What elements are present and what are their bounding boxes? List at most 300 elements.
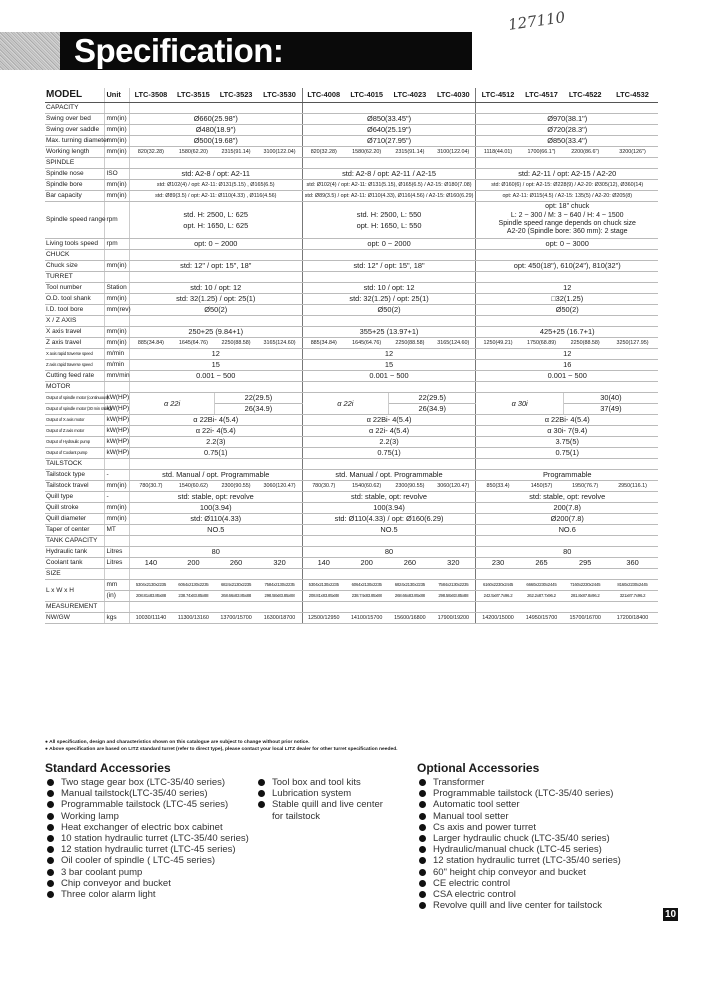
- row-label: Output of X axis motor: [45, 415, 105, 426]
- value-cell: 17200/18400: [607, 613, 658, 624]
- list-item: [45, 867, 249, 878]
- table-cell: [129, 250, 302, 261]
- table-row: [45, 180, 658, 191]
- table-cell: [129, 382, 302, 393]
- speed-line: opt. H: 1650, L: 550: [356, 221, 422, 230]
- speed-line: Spindle speed range depends on chuck size: [498, 220, 636, 227]
- table-row: [45, 316, 658, 327]
- value-ltc35: Ø500(19.68"): [129, 136, 302, 147]
- unit-cell: kW(HP): [105, 437, 129, 448]
- value-spindle-speed: [476, 202, 658, 239]
- value-cell: 26(34.9): [215, 404, 302, 415]
- table-row: [45, 536, 658, 547]
- bullet-icon: [419, 801, 426, 808]
- value-ltc45: α 22Bi- 4(5.4): [476, 415, 658, 426]
- value-ltc35: Ø50(2): [129, 305, 302, 316]
- table-cell: [302, 382, 476, 393]
- table-cell: [105, 250, 129, 261]
- value-cell: 1450(57): [520, 481, 564, 492]
- list-item: [256, 788, 386, 799]
- value-ltc40: 12: [302, 349, 476, 360]
- table-row: [45, 382, 658, 393]
- list-item-text: Stable quill and live center for tailstock: [272, 799, 383, 822]
- table-row: [45, 261, 658, 272]
- value-ltc40: std: 10 / opt: 12: [302, 283, 476, 294]
- value-cell: 14200/15000: [476, 613, 520, 624]
- value-ltc40: Ø640(25.19"): [302, 125, 476, 136]
- value-ltc45: Ø850(33.4"): [476, 136, 658, 147]
- table-cell: [129, 569, 302, 580]
- table-cell: [476, 272, 658, 283]
- model-column-header: LTC-4522: [563, 88, 607, 103]
- row-label: Taper of center: [45, 525, 105, 536]
- unit-cell: mm(in): [105, 136, 129, 147]
- value-cell: 6660x2230x2445: [520, 580, 564, 591]
- value-cell: 6160x2230x2445: [476, 580, 520, 591]
- value-ltc35: std: Ø102(4) / opt: A2-11: Ø131(5.15) , Ø165(6.5): [129, 180, 302, 191]
- value-ltc45: 0.75(1): [476, 448, 658, 459]
- bullet-icon: [47, 891, 54, 898]
- footnote: ● Above specification are based on LITZ standard turret (refer to direct type), please contact your local LITZ dealer for other turret specification needed.: [45, 747, 398, 752]
- unit-cell: -: [105, 470, 129, 481]
- table-row: [45, 349, 658, 360]
- bullet-icon: [419, 835, 426, 842]
- table-row: [45, 393, 658, 404]
- table-cell: [105, 316, 129, 327]
- model-column-header: LTC-3508: [129, 88, 172, 103]
- footnotes: [45, 739, 398, 753]
- table-cell: [302, 103, 476, 114]
- list-item: [417, 788, 621, 799]
- value-cell: 5304x2130x2235: [129, 580, 172, 591]
- value-cell: 13700/15700: [215, 613, 258, 624]
- value-cell: 22(29.5): [389, 393, 476, 404]
- unit-cell: kW(HP): [105, 415, 129, 426]
- table-row: [45, 147, 658, 158]
- value-cell: 3060(120.47): [257, 481, 302, 492]
- value-ltc35: std: A2-8 / opt: A2-11: [129, 169, 302, 180]
- value-cell: 12500/12950: [302, 613, 345, 624]
- table-cell: [105, 569, 129, 580]
- value-ltc45: opt: 450(18"), 610(24"), 810(32"): [476, 261, 658, 272]
- unit-cell: -: [105, 492, 129, 503]
- row-label: Output of Hydraulic pump: [45, 437, 105, 448]
- table-row: [45, 459, 658, 470]
- value-ltc45: std: A2-11 / opt: A2-15 / A2-20: [476, 169, 658, 180]
- unit-cell: mm(in): [105, 503, 129, 514]
- row-label: Tailstock travel: [45, 481, 105, 492]
- table-cell: [302, 602, 476, 613]
- value-cell: 30(40): [563, 393, 658, 404]
- handwritten-annotation: 127110: [507, 8, 567, 34]
- value-ltc40: 355+25 (13.97+1): [302, 327, 476, 338]
- row-label: Spindle speed range: [45, 202, 105, 239]
- value-ltc35: 100(3.94): [129, 503, 302, 514]
- value-ltc45: 12: [476, 283, 658, 294]
- list-item: [417, 878, 621, 889]
- value-ltc45: opt: A2-11: Ø115(4.5) / A2-15: 135(5) / A2-20: Ø205(8): [476, 191, 658, 202]
- value-ltc35: std: 10 / opt: 12: [129, 283, 302, 294]
- value-ltc45: std: Ø160(6) / opt: A2-15: Ø228(9) / A2-20: Ø305(12), Ø360(14): [476, 180, 658, 191]
- table-row: [45, 514, 658, 525]
- bullet-icon: [419, 846, 426, 853]
- value-ltc40: std: Ø110(4.33) / opt: Ø160(6.29): [302, 514, 476, 525]
- speed-line: std. H: 2500, L: 625: [183, 210, 248, 219]
- value-spindle-speed: [129, 202, 302, 239]
- speed-line: opt: 18" chuck: [545, 203, 590, 211]
- bullet-icon: [419, 790, 426, 797]
- list-item: [417, 811, 621, 822]
- value-cell: 6064x2130x2235: [345, 580, 389, 591]
- value-cell: 14100/15700: [345, 613, 389, 624]
- table-row: [45, 360, 658, 371]
- unit-cell: mm(rev): [105, 305, 129, 316]
- value-cell: 1250(49.21): [476, 338, 520, 349]
- table-row: [45, 136, 658, 147]
- value-cell: 780(30.7): [302, 481, 345, 492]
- table-row: [45, 103, 658, 114]
- table-row: [45, 525, 658, 536]
- value-ltc45: 80: [476, 547, 658, 558]
- value-cell: 8160x2230x2445: [607, 580, 658, 591]
- table-cell: [129, 602, 302, 613]
- value-ltc40: 0.75(1): [302, 448, 476, 459]
- value-cell: 2300(90.55): [215, 481, 258, 492]
- list-item: [45, 889, 249, 900]
- table-row: [45, 569, 658, 580]
- table-row: [45, 371, 658, 382]
- value-ltc35: std: Ø110(4.33): [129, 514, 302, 525]
- table-cell: [105, 103, 129, 114]
- value-cell: 238.74x83.85x88: [172, 591, 215, 602]
- table-cell: [129, 536, 302, 547]
- section-label: CHUCK: [45, 250, 105, 261]
- value-cell: 208.81x83.85x88: [129, 591, 172, 602]
- list-item: [417, 777, 621, 788]
- list-item: [417, 822, 621, 833]
- list-item-text: Chip conveyor and bucket: [61, 877, 171, 889]
- value-ltc35: opt: 0 ~ 2000: [129, 239, 302, 250]
- bullet-icon: [419, 869, 426, 876]
- value-cell: 3165(124.60): [431, 338, 476, 349]
- title-texture: [0, 32, 60, 70]
- footnote-text: Above specification are based on LITZ standard turret (refer to direct type), please contact your local LITZ dealer for other turret specification needed.: [49, 747, 398, 752]
- value-ltc35: Ø660(25.98"): [129, 114, 302, 125]
- unit-cell: mm(in): [105, 481, 129, 492]
- row-label: Max. turning diameter: [45, 136, 105, 147]
- table-row: [45, 305, 658, 316]
- value-cell: 140: [302, 558, 345, 569]
- bullet-icon: [419, 891, 426, 898]
- value-ltc40: 15: [302, 360, 476, 371]
- table-cell: [302, 272, 476, 283]
- value-ltc40: α 22Bi- 4(5.4): [302, 415, 476, 426]
- value-ltc35: 15: [129, 360, 302, 371]
- standard-accessories-list: [45, 777, 249, 900]
- value-cell: 26(34.9): [389, 404, 476, 415]
- value-ltc45: 0.001 ~ 500: [476, 371, 658, 382]
- table-cell: [129, 158, 302, 169]
- list-item: [45, 822, 249, 833]
- table-row: [45, 191, 658, 202]
- value-ltc40: 0.001 ~ 500: [302, 371, 476, 382]
- table-cell: [476, 250, 658, 261]
- table-row: [45, 503, 658, 514]
- bullet-icon: [419, 779, 426, 786]
- bullet-icon: [258, 779, 265, 786]
- value-ltc40: 100(3.94): [302, 503, 476, 514]
- table-cell: [302, 316, 476, 327]
- value-cell: 200: [172, 558, 215, 569]
- page-number: 10: [665, 909, 677, 920]
- value-cell: 6824x2130x2235: [389, 580, 432, 591]
- optional-accessories-list: [417, 777, 621, 911]
- model-column-header: LTC-4517: [520, 88, 564, 103]
- value-cell: 820(32.28): [302, 147, 345, 158]
- value-ltc35: α 22Bi- 4(5.4): [129, 415, 302, 426]
- value-ltc40: std. Manual / opt. Programmable: [302, 470, 476, 481]
- unit-cell: kW(HP): [105, 426, 129, 437]
- list-item: [256, 777, 386, 788]
- value-cell: 780(30.7): [129, 481, 172, 492]
- value-ltc35: 0.75(1): [129, 448, 302, 459]
- table-row: [45, 437, 658, 448]
- value-cell: 10030/11140: [129, 613, 172, 624]
- unit-cell: kgs: [105, 613, 129, 624]
- table-cell: [476, 536, 658, 547]
- value-cell: 238.74x83.85x88: [345, 591, 389, 602]
- list-item-text: 12 station hydraulic turret (LTC-45 series): [61, 844, 236, 856]
- list-item: [45, 788, 249, 799]
- list-item-text: Lubrication system: [272, 788, 352, 800]
- model-column-header: LTC-4008: [302, 88, 345, 103]
- value-cell: 295: [563, 558, 607, 569]
- motor-model: α 22i: [302, 393, 388, 415]
- value-cell: 268.66x83.85x88: [389, 591, 432, 602]
- table-cell: [302, 569, 476, 580]
- row-label: Output of spindle motor (continuous): [45, 393, 105, 404]
- value-ltc40: NO.5: [302, 525, 476, 536]
- value-ltc35: 12: [129, 349, 302, 360]
- value-cell: 16300/18700: [257, 613, 302, 624]
- bullet-icon: [47, 846, 54, 853]
- table-row: [45, 580, 658, 591]
- row-label: Quill diameter: [45, 514, 105, 525]
- table-cell: [105, 272, 129, 283]
- value-ltc45: 425+25 (16.7+1): [476, 327, 658, 338]
- row-label: Output of Coolant pump: [45, 448, 105, 459]
- section-label: TANK CAPACITY: [45, 536, 105, 547]
- row-label: Z axis rapid traverse speed: [45, 360, 105, 371]
- value-ltc45: Ø970(38.1"): [476, 114, 658, 125]
- unit-cell: ISO: [105, 169, 129, 180]
- row-label: Bar capacity: [45, 191, 105, 202]
- value-cell: 3060(120.47): [431, 481, 476, 492]
- list-item-text: Manual tailstock(LTC-35/40 series): [61, 788, 208, 800]
- bullet-icon: [419, 880, 426, 887]
- unit-cell: (in): [105, 591, 129, 602]
- row-label: Working length: [45, 147, 105, 158]
- list-item: [45, 777, 249, 788]
- table-row: [45, 169, 658, 180]
- list-item-text: Oil cooler of spindle ( LTC-45 series): [61, 855, 215, 867]
- row-label: Spindle bore: [45, 180, 105, 191]
- list-item-text: CSA electric control: [433, 889, 516, 901]
- value-cell: 265: [520, 558, 564, 569]
- value-ltc40: opt: 0 ~ 2000: [302, 239, 476, 250]
- value-ltc40: α 22i- 4(5.4): [302, 426, 476, 437]
- list-item-text: Working lamp: [61, 810, 119, 822]
- unit-header: Unit: [105, 88, 129, 103]
- table-row: [45, 283, 658, 294]
- row-label: Spindle nose: [45, 169, 105, 180]
- table-row: [45, 591, 658, 602]
- value-cell: 6824x2130x2235: [215, 580, 258, 591]
- bullet-icon: [47, 824, 54, 831]
- section-label: TURRET: [45, 272, 105, 283]
- value-ltc40: std: Ø89(3.5) / opt: A2-11: Ø110(4.33), Ø116(4.56) / A2-15: Ø160(6.29): [302, 191, 476, 202]
- footnote: ● All specification, design and characteristics shown on this catalogue are subject to change without prior notice.: [45, 740, 310, 745]
- bullet-icon: [419, 902, 426, 909]
- value-cell: 5304x2130x2235: [302, 580, 345, 591]
- bullet-icon: [47, 790, 54, 797]
- unit-cell: mm(in): [105, 294, 129, 305]
- value-cell: 3200(126"): [607, 147, 658, 158]
- unit-cell: mm(in): [105, 261, 129, 272]
- value-ltc35: 250+25 (9.84+1): [129, 327, 302, 338]
- value-ltc45: Ø200(7.8): [476, 514, 658, 525]
- section-label: X / Z AXIS: [45, 316, 105, 327]
- value-ltc40: std: A2-8 / opt: A2-11 / A2-15: [302, 169, 476, 180]
- value-cell: 1750(68.89): [520, 338, 564, 349]
- table-row: [45, 558, 658, 569]
- value-cell: 17900/19200: [431, 613, 476, 624]
- unit-cell: rpm: [105, 202, 129, 239]
- section-label: SIZE: [45, 569, 105, 580]
- value-ltc45: Ø50(2): [476, 305, 658, 316]
- row-label: Quill stroke: [45, 503, 105, 514]
- value-ltc35: std: 32(1.25) / opt: 25(1): [129, 294, 302, 305]
- motor-model: α 22i: [129, 393, 214, 415]
- value-cell: 3165(124.60): [257, 338, 302, 349]
- value-cell: 1645(64.76): [172, 338, 215, 349]
- list-item-text: 10 station hydraulic turret (LTC-35/40 series): [61, 833, 249, 845]
- value-cell: 2250(88.58): [389, 338, 432, 349]
- value-ltc35: std: 12" / opt: 15", 18": [129, 261, 302, 272]
- value-ltc45: Ø720(28.3"): [476, 125, 658, 136]
- table-row: [45, 327, 658, 338]
- list-item-text: 60" height chip conveyor and bucket: [433, 866, 586, 878]
- list-item: [417, 900, 621, 911]
- unit-cell: mm(in): [105, 114, 129, 125]
- unit-cell: mm(in): [105, 514, 129, 525]
- value-cell: 200: [345, 558, 389, 569]
- model-column-header: LTC-3523: [215, 88, 258, 103]
- table-row: [45, 338, 658, 349]
- table-cell: [302, 536, 476, 547]
- value-ltc40: std: Ø102(4) / opt: A2-11: Ø131(5.15), Ø165(6.5) / A2-15: Ø180(7.08): [302, 180, 476, 191]
- section-label: MEASUREMENT: [45, 602, 105, 613]
- row-label: X axis travel: [45, 327, 105, 338]
- section-label: MOTOR: [45, 382, 105, 393]
- value-cell: 820(32.28): [129, 147, 172, 158]
- list-item: [417, 799, 621, 810]
- table-row: [45, 125, 658, 136]
- value-cell: 3250(127.95): [607, 338, 658, 349]
- value-cell: 2300(90.55): [389, 481, 432, 492]
- table-cell: [129, 316, 302, 327]
- unit-cell: MT: [105, 525, 129, 536]
- value-cell: 1580(62.20): [345, 147, 389, 158]
- value-ltc40: std: 12" / opt: 15", 18": [302, 261, 476, 272]
- bullet-icon: [47, 835, 54, 842]
- value-cell: 262.2x87.7x96.2: [520, 591, 564, 602]
- unit-cell: kW(HP): [105, 393, 129, 404]
- list-item: [45, 844, 249, 855]
- value-cell: 321x87.7x96.2: [607, 591, 658, 602]
- value-cell: 360: [607, 558, 658, 569]
- value-ltc45: □32(1.25): [476, 294, 658, 305]
- value-cell: 15600/16800: [389, 613, 432, 624]
- value-cell: 850(33.4): [476, 481, 520, 492]
- unit-cell: Station: [105, 283, 129, 294]
- model-column-header: LTC-4015: [345, 88, 389, 103]
- list-item: [45, 878, 249, 889]
- value-ltc45: 200(7.8): [476, 503, 658, 514]
- bullet-icon: [47, 857, 54, 864]
- standard-accessories-title: Standard Accessories: [45, 761, 171, 775]
- footnote-text: All specification, design and characteristics shown on this catalogue are subject to change without prior notice.: [49, 740, 310, 745]
- value-cell: 320: [431, 558, 476, 569]
- value-ltc35: α 22i- 4(5.4): [129, 426, 302, 437]
- unit-cell: m/min: [105, 360, 129, 371]
- table-row: [45, 492, 658, 503]
- value-spindle-speed: [302, 202, 476, 239]
- value-ltc40: std: stable, opt: revolve: [302, 492, 476, 503]
- row-label: Swing over bed: [45, 114, 105, 125]
- section-label: CAPACITY: [45, 103, 105, 114]
- value-ltc45: NO.6: [476, 525, 658, 536]
- row-label: Hydraulic tank: [45, 547, 105, 558]
- row-label: Living tools speed: [45, 239, 105, 250]
- list-item-text: Cs axis and power turret: [433, 821, 536, 833]
- value-cell: 885(34.84): [302, 338, 345, 349]
- title-banner: [0, 32, 472, 70]
- value-ltc45: 3.75(5): [476, 437, 658, 448]
- table-row: [45, 481, 658, 492]
- list-item-text: Larger hydraulic chuck (LTC-35/40 series): [433, 833, 610, 845]
- table-cell: [129, 272, 302, 283]
- value-ltc45: 12: [476, 349, 658, 360]
- value-cell: 298.58x83.85x88: [431, 591, 476, 602]
- value-cell: 14950/15700: [520, 613, 564, 624]
- value-cell: 230: [476, 558, 520, 569]
- table-cell: [105, 602, 129, 613]
- value-ltc40: Ø850(33.45"): [302, 114, 476, 125]
- value-cell: 15700/16700: [563, 613, 607, 624]
- list-item-text: Two stage gear box (LTC-35/40 series): [61, 777, 226, 788]
- value-ltc40: Ø710(27.95"): [302, 136, 476, 147]
- row-label: Tailstock type: [45, 470, 105, 481]
- value-cell: 2950(116.1): [607, 481, 658, 492]
- list-item: [45, 811, 249, 822]
- standard-accessories-list-2: [256, 777, 386, 822]
- value-cell: 1118(44.01): [476, 147, 520, 158]
- value-cell: 3100(122.04): [257, 147, 302, 158]
- list-item-text: CE electric control: [433, 877, 511, 889]
- table-row: [45, 239, 658, 250]
- section-label: TAILSTOCK: [45, 459, 105, 470]
